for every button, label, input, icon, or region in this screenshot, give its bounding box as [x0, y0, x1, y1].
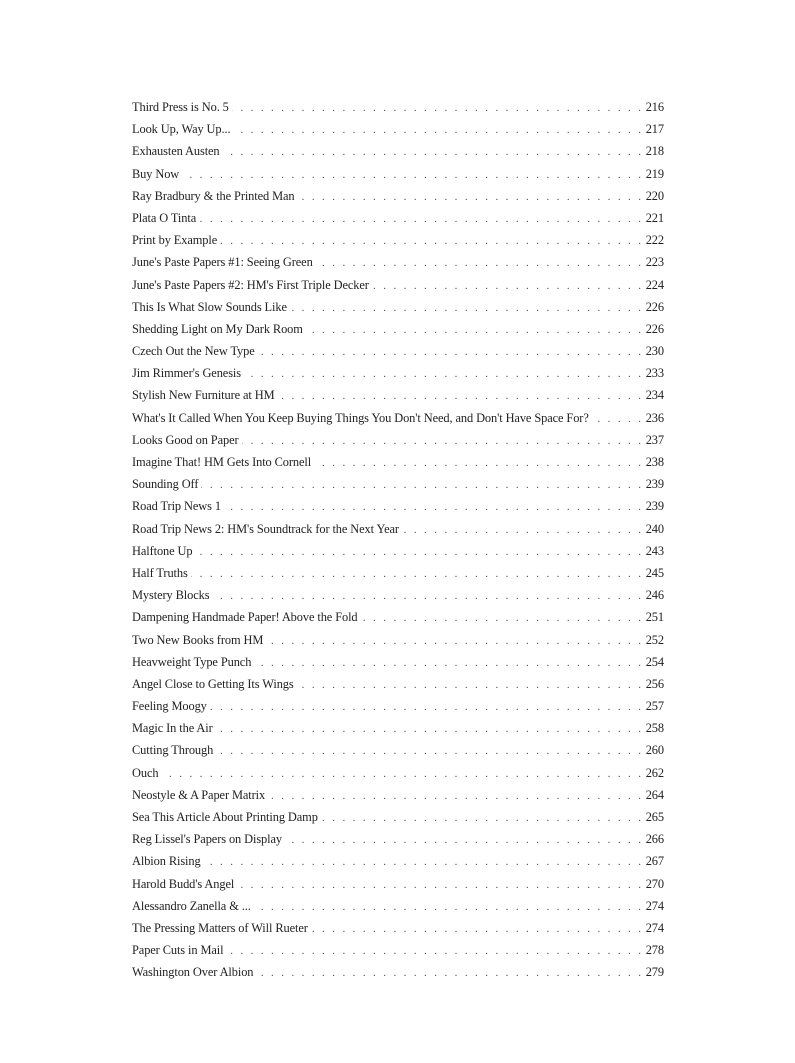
toc-entry-title: This Is What Slow Sounds Like — [132, 299, 287, 314]
dot-leader — [224, 501, 641, 513]
toc-entry-title: Stylish New Furniture at HM — [132, 388, 275, 403]
toc-entry-page-number: 224 — [645, 277, 664, 292]
toc-entry-page-number: 230 — [645, 344, 664, 359]
toc-entry-page-number: 238 — [645, 455, 664, 469]
dot-leader — [258, 346, 641, 358]
toc-entry-title: Feeling Moogy — [132, 699, 207, 714]
dot-leader — [161, 768, 641, 780]
toc-entry-title: Washington Over Albion — [132, 965, 254, 980]
toc-entry-title: Paper Cuts in Mail — [132, 943, 224, 958]
toc-entry-title: Reg Lissel's Papers on Display — [132, 832, 282, 847]
toc-entry-title: Cutting Through — [132, 743, 214, 758]
dot-leader — [242, 435, 641, 447]
dot-leader — [201, 479, 641, 491]
toc-entry[interactable] — [132, 877, 664, 899]
toc-entry-title: The Pressing Matters of Will Rueter — [132, 920, 308, 935]
toc-entry-page-number: 246 — [645, 588, 664, 603]
dot-leader — [316, 257, 641, 269]
toc-entry-title: Mystery Blocks — [132, 588, 210, 603]
dot-leader — [266, 635, 641, 647]
toc-entry-page-number: 256 — [645, 676, 664, 691]
table-of-contents — [132, 100, 664, 988]
toc-entry-title: Alessandro Zanella & ... — [132, 898, 251, 913]
toc-entry-title: Albion Rising — [132, 854, 201, 869]
toc-entry-page-number: 274 — [645, 920, 664, 935]
toc-entry-page-number: 266 — [645, 832, 664, 847]
toc-entry[interactable] — [132, 167, 664, 189]
toc-entry-page-number: 218 — [645, 144, 664, 159]
toc-entry[interactable] — [132, 144, 664, 166]
toc-entry[interactable] — [132, 810, 664, 832]
dot-leader — [234, 124, 642, 136]
toc-entry-title: Dampening Handmade Paper! Above the Fold — [132, 610, 358, 625]
toc-entry[interactable] — [132, 655, 664, 677]
toc-entry-page-number: 240 — [645, 521, 664, 536]
toc-entry-page-number: 222 — [645, 233, 664, 248]
toc-entry-title: Imagine That! HM Gets Into Cornell — [132, 455, 312, 469]
toc-entry[interactable] — [132, 100, 664, 122]
toc-entry[interactable] — [132, 433, 664, 455]
toc-entry-page-number: 236 — [645, 410, 664, 425]
toc-entry-page-number: 219 — [645, 166, 664, 181]
toc-entry-page-number: 223 — [645, 255, 664, 270]
toc-entry[interactable] — [132, 122, 664, 144]
toc-entry-title: Exhausten Austen — [132, 144, 220, 159]
toc-entry[interactable] — [132, 610, 664, 632]
toc-entry-page-number: 233 — [645, 366, 664, 381]
toc-entry-page-number: 243 — [645, 543, 664, 558]
dot-leader — [244, 368, 641, 380]
toc-entry-title: Magic In the Air — [132, 721, 213, 736]
toc-entry-title: Czech Out the New Type — [132, 344, 255, 359]
toc-entry[interactable] — [132, 233, 664, 255]
toc-entry-page-number: 251 — [645, 610, 664, 625]
dot-leader — [210, 701, 641, 713]
dot-leader — [216, 723, 641, 735]
dot-leader — [204, 856, 641, 868]
toc-entry-title: What's It Called When You Keep Buying Things You Don't Need, and Don't Have Space For? — [132, 410, 589, 425]
toc-entry[interactable] — [132, 189, 664, 211]
toc-entry[interactable] — [132, 699, 664, 721]
toc-entry[interactable] — [132, 721, 664, 743]
toc-entry-title: Half Truths — [132, 565, 188, 580]
toc-entry[interactable] — [132, 388, 664, 410]
toc-entry[interactable] — [132, 832, 664, 854]
toc-entry[interactable] — [132, 566, 664, 588]
dot-leader — [232, 102, 641, 114]
dot-leader — [191, 568, 641, 580]
toc-entry-title: Two New Books from HM — [132, 632, 264, 647]
toc-entry[interactable] — [132, 677, 664, 699]
toc-entry-page-number: 258 — [645, 721, 664, 736]
toc-entry[interactable] — [132, 278, 664, 300]
toc-entry-title: Jim Rimmer's Genesis — [132, 366, 241, 381]
toc-entry-title: Halftone Up — [132, 543, 193, 558]
toc-entry[interactable] — [132, 255, 664, 277]
toc-entry-page-number: 245 — [645, 565, 664, 580]
toc-entry-page-number: 239 — [645, 477, 664, 492]
toc-entry[interactable] — [132, 322, 664, 344]
toc-entry-title: Looks Good on Paper — [132, 432, 239, 447]
dot-leader — [306, 324, 641, 336]
toc-entry[interactable] — [132, 965, 664, 987]
dot-leader — [285, 834, 641, 846]
toc-entry[interactable] — [132, 943, 664, 965]
dot-leader — [298, 191, 641, 203]
toc-entry-title: Print by Example — [132, 233, 218, 248]
toc-entry[interactable] — [132, 854, 664, 876]
dot-leader — [223, 146, 641, 158]
toc-entry-page-number: 252 — [645, 632, 664, 647]
toc-entry[interactable] — [132, 544, 664, 566]
toc-entry-page-number: 239 — [645, 499, 664, 514]
dot-leader — [196, 546, 642, 558]
toc-entry[interactable] — [132, 633, 664, 655]
toc-entry-title: Plata O Tinta — [132, 210, 197, 225]
toc-entry-title: Road Trip News 1 — [132, 499, 221, 514]
toc-entry-page-number: 226 — [645, 321, 664, 336]
dot-leader — [226, 945, 641, 957]
toc-entry[interactable] — [132, 588, 664, 610]
toc-entry[interactable] — [132, 300, 664, 322]
toc-entry[interactable] — [132, 522, 664, 544]
toc-entry[interactable] — [132, 411, 664, 433]
toc-entry-title: Neostyle & A Paper Matrix — [132, 787, 266, 802]
toc-entry[interactable] — [132, 766, 664, 788]
toc-entry-page-number: 278 — [645, 943, 664, 958]
toc-entry-page-number: 260 — [645, 743, 664, 758]
toc-entry-page-number: 279 — [645, 965, 664, 980]
toc-entry-title: Shedding Light on My Dark Room — [132, 321, 303, 336]
dot-leader — [278, 390, 641, 402]
toc-entry-page-number: 267 — [645, 854, 664, 869]
toc-entry[interactable] — [132, 477, 664, 499]
dot-leader — [372, 280, 641, 292]
toc-entry-page-number: 265 — [645, 810, 664, 824]
toc-entry-page-number: 264 — [645, 787, 664, 802]
dot-leader — [216, 745, 641, 757]
dot-leader — [212, 590, 641, 602]
dot-leader — [592, 413, 641, 425]
toc-entry-page-number: 237 — [645, 432, 664, 447]
dot-leader — [314, 457, 641, 469]
dot-leader — [268, 790, 641, 802]
dot-leader — [199, 213, 641, 225]
toc-entry-title: Sea This Article About Printing Damp — [132, 810, 318, 824]
toc-entry-page-number: 262 — [645, 765, 664, 780]
toc-entry-title: Ouch — [132, 765, 159, 780]
toc-entry[interactable] — [132, 499, 664, 521]
toc-entry-title: Road Trip News 2: HM's Soundtrack for the Next Year — [132, 521, 399, 536]
toc-entry-page-number: 217 — [645, 122, 664, 137]
toc-entry-page-number: 254 — [645, 654, 664, 669]
toc-entry-page-number: 270 — [645, 876, 664, 891]
toc-entry-title: Look Up, Way Up... — [132, 122, 231, 137]
dot-leader — [182, 169, 641, 181]
toc-entry[interactable] — [132, 743, 664, 765]
dot-leader — [220, 235, 641, 247]
toc-entry[interactable] — [132, 455, 664, 477]
toc-entry-page-number: 220 — [645, 188, 664, 203]
dot-leader — [402, 524, 641, 536]
toc-entry[interactable] — [132, 788, 664, 810]
toc-entry[interactable] — [132, 921, 664, 943]
dot-leader — [254, 657, 641, 669]
toc-entry-page-number: 274 — [645, 898, 664, 913]
toc-entry-title: Sounding Off — [132, 477, 199, 492]
dot-leader — [311, 923, 641, 935]
toc-entry-title: June's Paste Papers #1: Seeing Green — [132, 255, 313, 270]
toc-entry-page-number: 226 — [645, 299, 664, 314]
toc-entry-title: Third Press is No. 5 — [132, 100, 229, 114]
dot-leader — [254, 901, 641, 913]
toc-entry[interactable] — [132, 344, 664, 366]
dot-leader — [321, 812, 641, 824]
toc-entry[interactable] — [132, 899, 664, 921]
toc-entry-title: Heavweight Type Punch — [132, 654, 252, 669]
toc-entry[interactable] — [132, 366, 664, 388]
toc-entry-title: Angel Close to Getting Its Wings — [132, 676, 294, 691]
dot-leader — [256, 967, 641, 979]
toc-entry-title: June's Paste Papers #2: HM's First Triple Decker — [132, 277, 369, 292]
toc-entry-title: Ray Bradbury & the Printed Man — [132, 188, 295, 203]
toc-entry-page-number: 216 — [645, 100, 664, 114]
dot-leader — [297, 679, 641, 691]
toc-entry-title: Buy Now — [132, 166, 180, 181]
toc-entry-page-number: 234 — [645, 388, 664, 403]
dot-leader — [237, 879, 641, 891]
toc-entry-title: Harold Budd's Angel — [132, 876, 235, 891]
toc-entry-page-number: 221 — [645, 210, 664, 225]
dot-leader — [290, 302, 641, 314]
dot-leader — [361, 612, 641, 624]
toc-entry[interactable] — [132, 211, 664, 233]
toc-entry-page-number: 257 — [645, 699, 664, 714]
